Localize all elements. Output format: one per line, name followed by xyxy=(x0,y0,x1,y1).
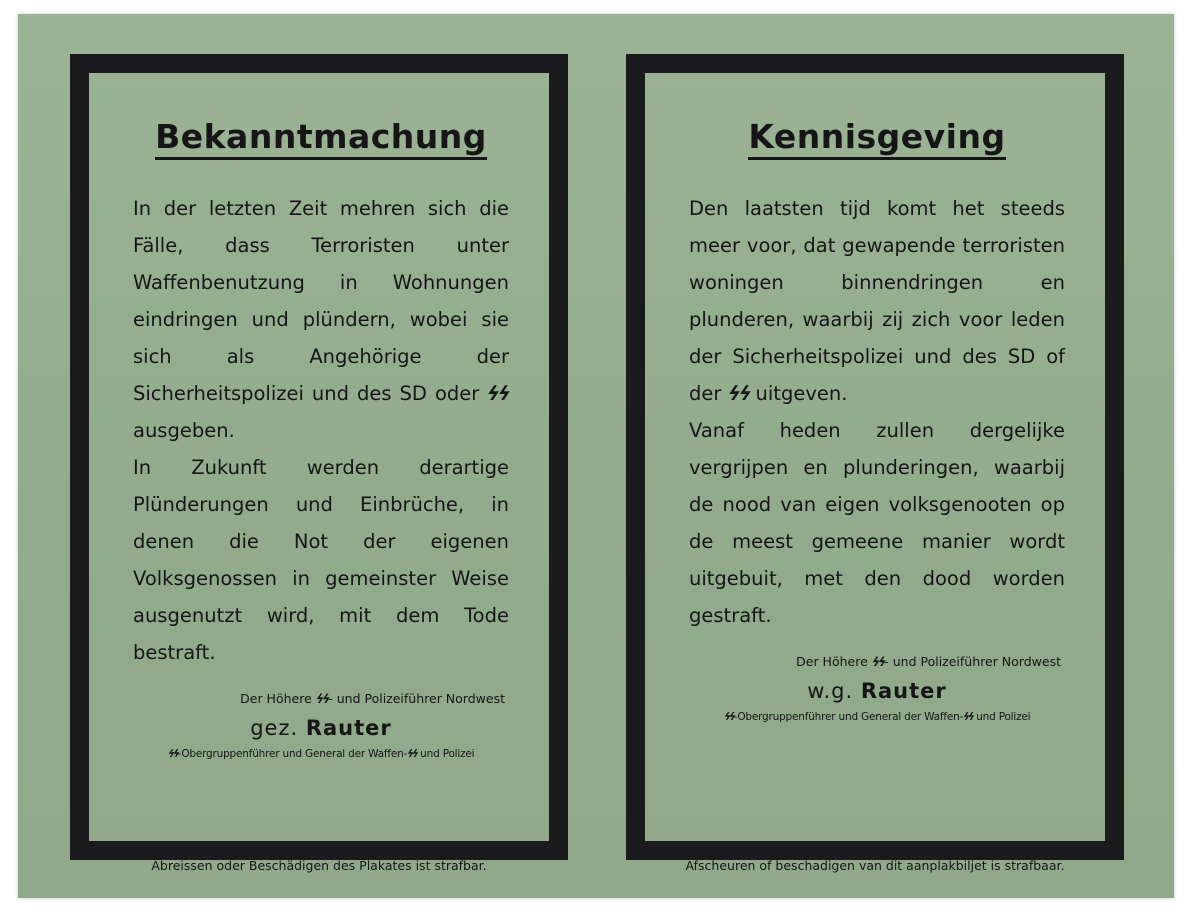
ss-rune-symbol: ϟϟ xyxy=(406,748,418,760)
dutch-signatory-rank: ϟϟ-Obergruppenführer und General der Waffen-ϟϟ und Polizei xyxy=(722,711,1031,723)
german-signatory-rank: ϟϟ-Obergruppenführer und General der Waffen-ϟϟ und Polizei xyxy=(166,748,475,760)
german-paragraph-2: In Zukunft werden derartige Plünderungen und Einbrüche, in denen die Not der eigenen Volksgenossen in gemeinster Weise ausgenutzt wird, mit dem Tode bestraft. xyxy=(133,456,509,664)
ss-rune-symbol: ϟϟ xyxy=(962,711,974,723)
ss-rune-symbol: ϟϟ xyxy=(166,748,179,760)
german-paragraph-1-end: ausgeben. xyxy=(133,419,235,442)
ss-rune-symbol: ϟϟ xyxy=(870,654,886,669)
german-signature: gez. Rauter xyxy=(250,716,392,740)
german-notice-content xyxy=(89,73,549,841)
dutch-footer-warning: Afscheuren of beschadigen van dit aanplakbiljet is strafbaar. xyxy=(685,858,1065,873)
dutch-body xyxy=(689,190,1065,634)
german-notice-column xyxy=(70,54,568,860)
ss-rune-symbol: ϟϟ xyxy=(722,711,735,723)
dutch-notice-content xyxy=(645,73,1105,841)
german-paragraph-1 xyxy=(133,190,509,449)
dutch-paragraph-1 xyxy=(689,190,1065,412)
dutch-paragraph-1-text: Den laatsten tijd komt het steeds meer voor, dat gewapende terroristen woningen binnendringen en plunderen, waarbij zij zich voor leden der Sicherheitspolizei und des SD of der xyxy=(689,197,1065,405)
signatory-name: Rauter xyxy=(305,716,392,740)
signatory-name: Rauter xyxy=(860,679,947,703)
dutch-signature: w.g. Rauter xyxy=(807,679,947,703)
german-paragraph-1-text: In der letzten Zeit mehren sich die Fälle, dass Terroristen unter Waffenbenutzung in Wohnungen eindringen und plündern, wobei sie sich als Angehörige der Sicherheitspolizei und des SD oder xyxy=(133,197,509,405)
dutch-signatory-title: Der Höhere ϟϟ- und Polizeiführer Nordwest xyxy=(796,654,1061,669)
german-title xyxy=(133,117,509,160)
german-title-text: Bekanntmachung xyxy=(155,117,487,160)
dutch-title xyxy=(689,117,1065,160)
german-footer-warning: Abreissen oder Beschädigen des Plakates ist strafbar. xyxy=(151,858,487,873)
dutch-paragraph-2: Vanaf heden zullen dergelijke vergrijpen en plunderingen, waarbij de nood van eigen volksgenooten op de meest gemeene manier wordt uitgebuit, met den dood worden gestraft. xyxy=(689,419,1065,627)
dutch-paragraph-1-end: uitgeven. xyxy=(749,382,848,405)
ss-rune-symbol: ϟϟ xyxy=(314,691,330,706)
german-body xyxy=(133,190,509,671)
poster-sheet xyxy=(18,14,1174,898)
dutch-title-text: Kennisgeving xyxy=(748,117,1005,160)
dutch-notice-column xyxy=(626,54,1124,860)
ss-rune-symbol: ϟϟ xyxy=(725,382,751,405)
ss-rune-symbol: ϟϟ xyxy=(485,382,511,405)
german-signatory-title: Der Höhere ϟϟ- und Polizeiführer Nordwest xyxy=(240,691,505,706)
